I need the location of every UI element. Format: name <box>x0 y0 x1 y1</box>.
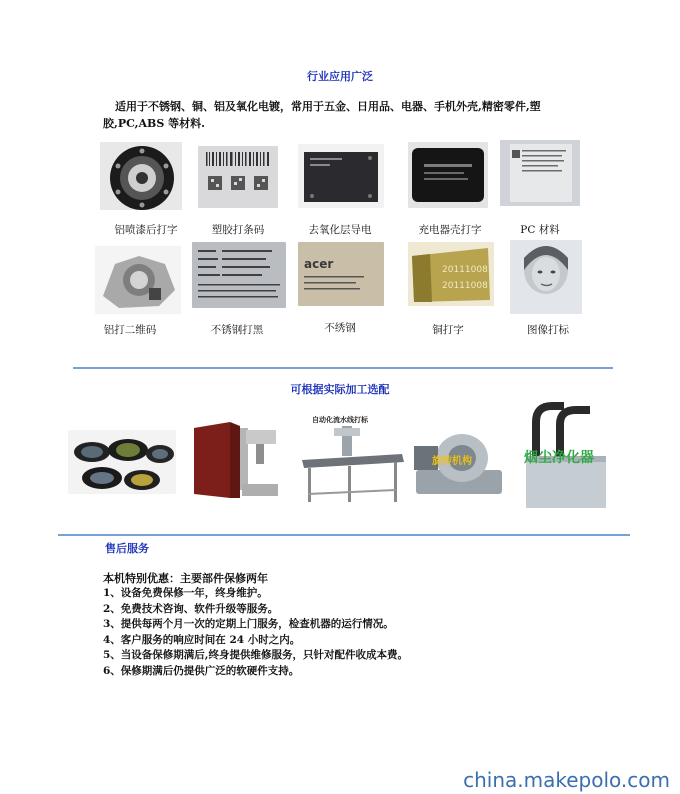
service-item: 5、当设备保修期满后,终身提供维修服务，只针对配件收成本费。 <box>103 649 408 661</box>
service-item: 2、免费技术咨询、软件升级等服务。 <box>103 602 279 615</box>
section-title-options: 可根据实际加工选配 <box>290 383 390 396</box>
option-photo-fume-extractor <box>516 400 614 512</box>
caption-charger-shell: 充电器壳打字 <box>418 224 482 236</box>
caption-deoxidized: 去氧化层导电 <box>308 224 372 236</box>
section-title-after-sales: 售后服务 <box>105 542 149 555</box>
rotary-label: 旋转机构 <box>432 456 472 467</box>
sample-photo-stainless <box>298 242 384 306</box>
service-item: 1、设备免费保修一年，终身维护。 <box>103 587 268 599</box>
section-divider-2 <box>58 534 630 536</box>
service-item: 6、保修期满后仍提供广泛的软硬件支持。 <box>103 664 300 677</box>
option-photo-lenses <box>68 430 176 494</box>
caption-copper: 铜打字 <box>432 324 464 336</box>
caption-pc-material: PC 材料 <box>520 224 560 236</box>
sample-photo-copper <box>408 242 494 306</box>
caption-steel-black: 不锈钢打黑 <box>210 324 264 336</box>
sample-photo-aluminum-paint <box>100 142 182 210</box>
caption-aluminum-paint: 铝喷漆后打字 <box>114 224 178 236</box>
sample-photo-steel-black <box>192 242 286 308</box>
copper-code-2: 20111008 <box>442 281 488 291</box>
sample-photo-plastic-barcode <box>198 146 278 208</box>
option-photo-rotary <box>410 424 506 504</box>
sample-photo-pc-material <box>500 140 580 206</box>
sample-photo-deoxidized-plate <box>298 144 384 208</box>
option-photo-portable-machine <box>190 418 282 502</box>
applications-intro: 适用于不锈钢、铜、铝及氧化电镀，常用于五金、日用品、电器、手机外壳,精密零件,塑胶,PC,ABS 等材料. <box>103 100 541 130</box>
sample-photo-charger-shell <box>408 142 488 208</box>
option-photo-conveyor <box>298 408 408 508</box>
copper-code-1: 20111008 <box>442 265 488 275</box>
service-item: 4、客户服务的响应时间在 24 小时之内。 <box>103 633 301 646</box>
section-divider-1 <box>73 367 613 369</box>
conveyor-label: 自动化流水线打标 <box>312 416 368 424</box>
sample-photo-aluminum-qrcode <box>95 246 181 314</box>
sample-photo-image-marking <box>510 240 582 314</box>
caption-aluminum-qrcode: 铝打二维码 <box>103 324 157 336</box>
caption-plastic-barcode: 塑胶打条码 <box>211 224 265 236</box>
fume-label: 烟尘净化器 <box>524 450 594 466</box>
service-item: 3、提供每两个月一次的定期上门服务，检查机器的运行情况。 <box>103 618 394 630</box>
site-watermark: china.makepolo.com <box>463 768 670 792</box>
warranty-offer: 本机特别优惠：主要部件保修两年 <box>103 572 268 585</box>
marked-brand-text: acer <box>304 257 334 271</box>
caption-image-marking: 图像打标 <box>527 324 569 336</box>
service-list <box>103 586 408 679</box>
caption-stainless: 不绣钢 <box>324 322 356 334</box>
section-title-applications: 行业应用广泛 <box>307 70 373 83</box>
